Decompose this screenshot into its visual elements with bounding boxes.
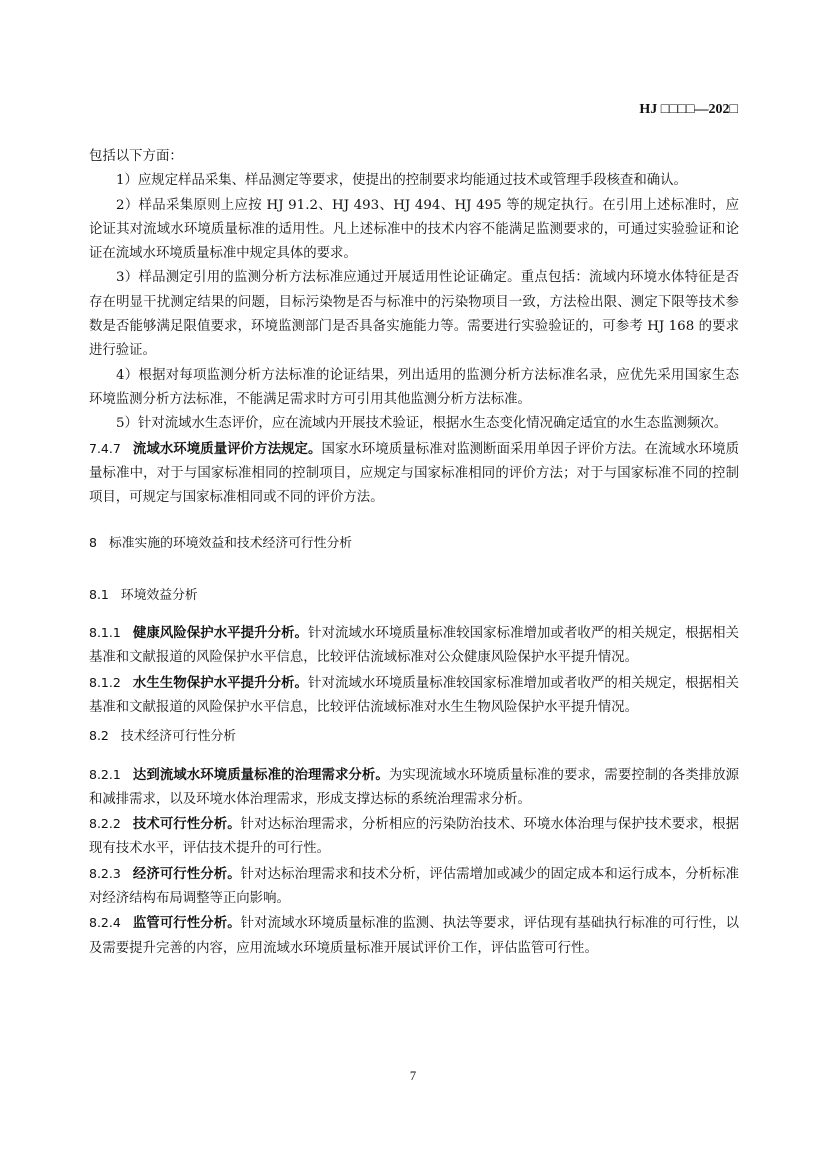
- list-item: 5）针对流域水生态评价，应在流域内开展技术验证，根据水生态变化情况确定适宜的水生态监测频次。: [116, 416, 728, 432]
- section-title: 环境效益分析: [120, 587, 198, 603]
- section-number: 8.2.4: [89, 915, 121, 931]
- section-text: 针对流域水环境质量标准的监测、执法等要求，评估现有基础执行标准的可行性，以及需要提升完善的内容，应用流域水环境质量标准开展试评价工作，评估监管可行性。: [89, 916, 740, 956]
- section-8-2-3: [89, 862, 739, 912]
- list-item: 2）样品采集原则上应按 HJ 91.2、HJ 493、HJ 494、HJ 495 等的规定执行。在引用上述标准时，应论证其对流域水环境质量标准的适用性。凡上述标准中的技术内容不能满足监测要求的，可通过实验验证和论证在流域水环境质量标准中规定具体的要求。: [89, 197, 739, 262]
- section-title: 水生生物保护水平提升分析。: [132, 674, 309, 691]
- intro-text: 包括以下方面：: [89, 149, 183, 164]
- section-8-1-2: [89, 671, 739, 721]
- section-number: 8: [89, 535, 97, 551]
- section-7-4-7: [89, 437, 739, 511]
- page-header: HJ □□□□—202□: [639, 102, 738, 117]
- section-title: 达到流域水环境质量标准的治理需求分析。: [132, 766, 389, 783]
- section-text: 为实现流域水环境质量标准的要求，需要控制的各类排放源和减排需求，以及环境水体治理需求，形成支撑达标的系统治理需求分析。: [89, 767, 740, 807]
- section-number: 7.4.7: [89, 440, 121, 456]
- section-8-2-1: [89, 763, 739, 813]
- section-8-2-heading: [89, 724, 739, 749]
- section-title: 经济可行性分析。: [132, 865, 241, 882]
- section-title: 技术可行性分析。: [132, 816, 241, 833]
- section-text: 针对达标治理需求和技术分析，评估需增加或减少的固定成本和运行成本，分析标准对经济结构布局调整等正向影响。: [89, 866, 740, 907]
- section-number: 8.2.1: [89, 766, 121, 782]
- section-8-1-heading: [89, 583, 739, 608]
- list-item: 1）应规定样品采集、样品测定等要求，使提出的控制要求均能通过技术或管理手段核查和确认。: [116, 173, 687, 189]
- list-item: 3）样品测定引用的监测分析方法标准应通过开展适用性论证确定。重点包括：流域内环境水体特征是否存在明显干扰测定结果的问题，目标污染物是否与标准中的污染物项目一致，方法检出限、测定下限等技术参数是否能够满足限值要求，环境监测部门是否具备实施能力等。需要进行实验验证的，可参考 HJ 168 的要求进行验证。: [89, 270, 739, 359]
- section-title: 标准实施的环境效益和技术经济可行性分析: [108, 536, 353, 552]
- section-title: 监管可行性分析。: [132, 915, 241, 932]
- section-8-1-1: [89, 621, 739, 671]
- page-number: 7: [409, 1069, 417, 1083]
- section-number: 8.2.2: [89, 816, 121, 832]
- section-number: 8.1.1: [89, 625, 121, 641]
- section-number: 8.2: [89, 728, 109, 744]
- section-title: 健康风险保护水平提升分析。: [132, 625, 309, 642]
- section-number: 8.1.2: [89, 674, 121, 690]
- section-text: 国家水环境质量标准对监测断面采用单因子评价方法。在流域水环境质量标准中，对于与国家标准相同的控制项目，应规定与国家标准相同的评价方法；对于与国家标准不同的控制项目，可规定与国家标准相同或不同的评价方法。: [89, 441, 739, 506]
- section-8-2-2: [89, 812, 739, 862]
- section-text: 针对达标治理需求，分析相应的污染防治技术、环境水体治理与保护技术要求，根据现有技术水平，评估技术提升的可行性。: [89, 817, 740, 857]
- section-text: 针对流域水环境质量标准较国家标准增加或者收严的相关规定，根据相关基准和文献报道的风险保护水平信息，比较评估流域标准对水生生物风险保护水平提升情况。: [89, 675, 739, 715]
- section-title: 技术经济可行性分析: [120, 729, 237, 745]
- section-text: 针对流域水环境质量标准较国家标准增加或者收严的相关规定，根据相关基准和文献报道的风险保护水平信息，比较评估流域标准对公众健康风险保护水平提升情况。: [89, 626, 739, 666]
- section-number: 8.1: [89, 586, 109, 602]
- section-title: 流域水环境质量评价方法规定。: [132, 440, 322, 457]
- section-number: 8.2.3: [89, 865, 121, 881]
- document-body: [89, 145, 739, 961]
- list-item: 4）根据对每项监测分析方法标准的论证结果，列出适用的监测分析方法标准名录，应优先采用国家生态环境监测分析方法标准，不能满足需求时方可引用其他监测分析方法标准。: [89, 367, 739, 407]
- section-8-2-4: [89, 911, 739, 961]
- section-8-heading: [89, 531, 739, 556]
